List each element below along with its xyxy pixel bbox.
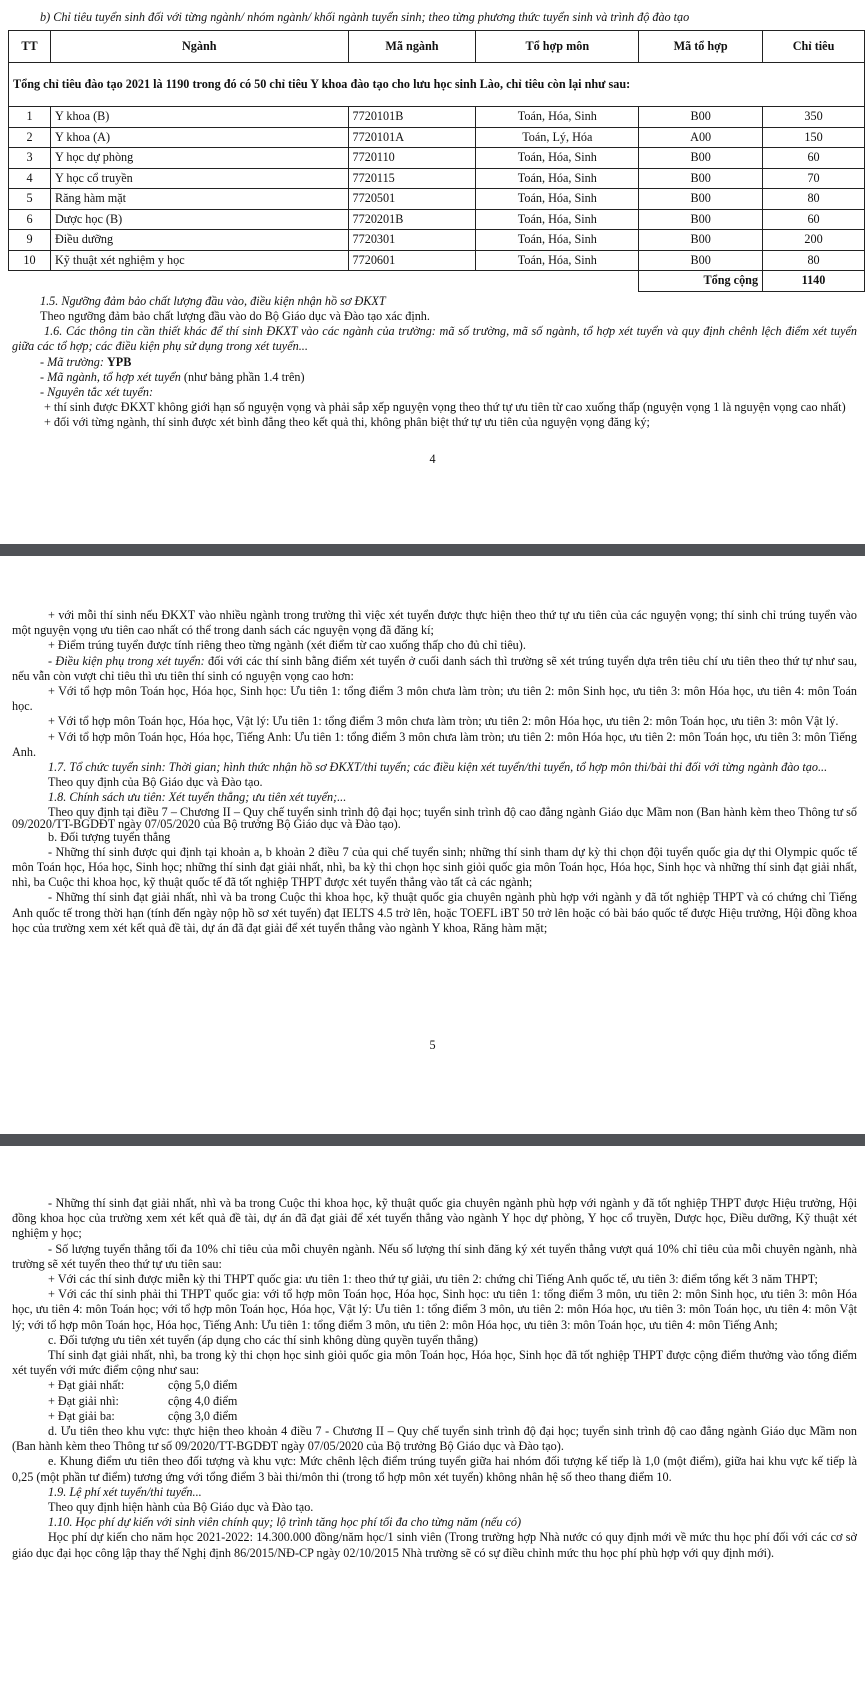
section-1-5-title: 1.5. Ngưỡng đảm bảo chất lượng đầu vào, điều kiện nhận hồ sơ ĐKXT: [40, 293, 386, 308]
section-c-title: c. Đối tượng ưu tiên xét tuyển (áp dụng cho các thí sinh không dùng quyền tuyển thẳng): [48, 1332, 478, 1347]
document-page-5: [0, 556, 865, 1134]
table-row: [9, 250, 865, 271]
prize-item: [12, 1378, 857, 1393]
table-row: [9, 209, 865, 230]
prize-value: cộng 3,0 điểm: [168, 1408, 238, 1423]
row-ma-nganh: 7720115: [348, 168, 476, 189]
row-tt: 10: [9, 250, 51, 271]
document-page-6: [0, 1146, 865, 1702]
section-1-10-title: 1.10. Học phí dự kiến với sinh viên chính quy; lộ trình tăng học phí tối đa cho từng năm (nếu có): [48, 1515, 522, 1530]
row-ma-to-hop: B00: [639, 209, 763, 230]
row-to-hop: Toán, Hóa, Sinh: [476, 230, 639, 251]
section-1-6-title: 1.6. Các thông tin cần thiết khác để thí sinh ĐKXT vào các ngành của trường: mã số trường, mã số ngành, tổ hợp xét tuyển và quy định chênh lệch điểm xét tuyển giữa các tổ hợp; các điều kiện phụ sử dụng trong xét tuyển...: [12, 324, 857, 354]
row-ma-to-hop: B00: [639, 148, 763, 169]
row-tt: 4: [9, 168, 51, 189]
page3-paragraph-3: + Với các thí sinh được miễn kỳ thi THPT quốc gia: ưu tiên 1: theo thứ tự giải, ưu tiên 2: chứng chỉ Tiếng Anh quốc tế, ưu tiên 3: điểm tổng kết 3 năm THPT;: [48, 1272, 818, 1287]
section-1-9-title: 1.9. Lệ phí xét tuyển/thi tuyển...: [48, 1484, 202, 1499]
section-d-text: d. Ưu tiên theo khu vực: thực hiện theo khoản 4 điều 7 - Chương II – Quy chế tuyển sinh trình độ đại học; tuyển sinh trình độ cao đẳng ngành Giáo dục Mầm non (Ban hành kèm theo Thông tư số 09/2020/TT-BGDĐT ngày 07/05/2020 của Bộ trưởng Bộ Giáo dục và Đào tạo).: [12, 1424, 857, 1454]
prize-value: cộng 5,0 điểm: [168, 1378, 238, 1393]
prize-label: + Đạt giải ba:: [48, 1408, 115, 1423]
col-header-nganh: Ngành: [50, 31, 348, 63]
section-1-8-title: 1.8. Chính sách ưu tiên: Xét tuyển thẳng; ưu tiên xét tuyển;...: [48, 790, 347, 805]
page-separator: [0, 1134, 865, 1146]
principle-2: + đối với từng ngành, thí sinh được xét bình đẳng theo kết quả thi, không phân biệt thứ tự ưu tiên của nguyện vọng đăng ký;: [44, 415, 650, 430]
row-ma-to-hop: B00: [639, 168, 763, 189]
page-number-5: 5: [429, 1038, 436, 1052]
row-ma-to-hop: B00: [639, 230, 763, 251]
page2-paragraph-6: + Với tổ hợp môn Toán học, Hóa học, Tiếng Anh: Ưu tiên 1: tổng điểm 3 môn chưa làm tròn; ưu tiên 2: môn Hóa học, ưu tiên 2: môn Toán học, ưu tiên 3: môn Tiếng Anh.: [12, 729, 857, 759]
row-to-hop: Toán, Hóa, Sinh: [476, 209, 639, 230]
section-1-8-text: Theo quy định tại điều 7 – Chương II – Quy chế tuyển sinh trình độ đại học; tuyển sinh trình độ cao đẳng ngành Giáo dục Mầm non (Ban hành kèm theo Thông tư số 09/2020/TT-BGDĐT ngày 07/05/2020 của Bộ trưởng Bộ Giáo dục và Đào tạo).: [12, 804, 857, 831]
prize-list: [12, 1378, 857, 1424]
row-to-hop: Toán, Hóa, Sinh: [476, 250, 639, 271]
page-separator: [0, 544, 865, 556]
section-1-7-title: 1.7. Tổ chức tuyển sinh: Thời gian; hình thức nhận hồ sơ ĐKXT/thi tuyển; các điều kiện xét tuyển/thi tuyển, tổ hợp môn thi/bài thi đối với từng ngành đào tạo...: [48, 760, 828, 775]
row-to-hop: Toán, Hóa, Sinh: [476, 189, 639, 210]
row-to-hop: Toán, Lý, Hóa: [476, 127, 639, 148]
row-nganh: Y khoa (A): [50, 127, 348, 148]
section-e-text: e. Khung điểm ưu tiên theo đối tượng và khu vực: Mức chênh lệch điểm trúng tuyển giữa hai nhóm đối tượng kế tiếp là 1,0 (một điểm), giữa hai khu vực kế tiếp là 0,25 (một phần tư điểm) tương ứng với tổng điểm 3 bài thi/môn thi (trong tổ hợp môn xét tuyển) không nhân hệ số theo thang điểm 10.: [12, 1454, 857, 1484]
row-tt: 5: [9, 189, 51, 210]
table-row: [9, 148, 865, 169]
principle-1: + thí sinh được ĐKXT không giới hạn số nguyện vọng và phải sắp xếp nguyện vọng theo thứ tự ưu tiên từ cao xuống thấp (nguyện vọng 1 là nguyện vọng cao nhất): [44, 400, 846, 415]
section-1-7-text: Theo quy định của Bộ Giáo dục và Đào tạo.: [48, 775, 263, 790]
col-header-chi-tieu: Chỉ tiêu: [763, 31, 865, 63]
row-ma-to-hop: B00: [639, 250, 763, 271]
col-header-tt: TT: [9, 31, 51, 63]
row-chi-tieu: 60: [763, 148, 865, 169]
table-body: [9, 63, 865, 292]
document-page-4: [0, 0, 865, 544]
school-code-label: - Mã trường:: [40, 354, 107, 369]
table-total-spacer: [9, 271, 639, 292]
page2-paragraph-2: + Điểm trúng tuyển được tính riêng theo từng ngành (xét điểm từ cao xuống thấp cho đủ chỉ tiêu).: [48, 638, 526, 653]
page2-paragraph-1: + với mỗi thí sinh nếu ĐKXT vào nhiều ngành trong trường thì việc xét tuyển được thực hiện theo thứ tự ưu tiên của các nguyện vọng; thí sinh chỉ trúng tuyển vào một nguyện vọng ưu tiên cao nhất có thể trong danh sách các nguyện vọng đã đăng kí;: [12, 608, 857, 638]
extra-condition-text: đối với các thí sinh bằng điểm xét tuyển ở cuối danh sách thì trường sẽ xét trúng tuyển dựa trên tiêu chí ưu tiên theo thứ tự như sau, nếu vẫn còn vượt chỉ tiêu thì ưu tiên thí sinh có nguyện vọng cao hơn:: [12, 653, 857, 683]
section-1-10-text: Học phí dự kiến cho năm học 2021-2022: 14.300.000 đồng/năm học/1 sinh viên (Trong trường hợp Nhà nước có quy định mới về mức thu học phí đối với các cơ sở giáo dục đại học công lập thay thế Nghị định 86/2015/NĐ-CP ngày 02/10/2015 Nhà trường sẽ có sự điều chỉnh mức thu học phí phù hợp với quy định mới).: [12, 1530, 857, 1560]
row-nganh: Y học cổ truyền: [50, 168, 348, 189]
row-nganh: Y khoa (B): [50, 107, 348, 128]
section-1-9-text: Theo quy định hiện hành của Bộ Giáo dục và Đào tạo.: [48, 1500, 314, 1515]
row-ma-nganh: 7720501: [348, 189, 476, 210]
row-chi-tieu: 80: [763, 250, 865, 271]
table-header-row: [9, 31, 865, 63]
table-row: [9, 127, 865, 148]
table-row: [9, 107, 865, 128]
page3-paragraph-2: - Số lượng tuyển thẳng tối đa 10% chỉ tiêu của mỗi chuyên ngành. Nếu số lượng thí sinh đăng ký xét tuyển thẳng vượt quá 10% chỉ tiêu của mỗi chuyên ngành, nhà trường sẽ xét tuyển theo thứ tự ưu tiên sau:: [12, 1241, 857, 1271]
row-tt: 3: [9, 148, 51, 169]
col-header-ma-to-hop: Mã tổ hợp: [639, 31, 763, 63]
row-chi-tieu: 70: [763, 168, 865, 189]
row-nganh: Dược học (B): [50, 209, 348, 230]
col-header-to-hop: Tổ hợp môn: [476, 31, 639, 63]
section-b-paragraph-1: - Những thí sinh được qui định tại khoản a, b khoản 2 điều 7 của qui chế tuyển sinh; những thí sinh tham dự kỳ thi chọn đội tuyển quốc gia dự thi Olympic quốc tế môn Toán học, Hóa học, Sinh học; những thí sinh đạt giải nhất, nhì, ba kỳ thi chọn học sinh giỏi quốc gia môn Toán học, Hóa học, Sinh học và những thí sinh đạt giải nhất, nhì, ba Cuộc thi khoa học, kỹ thuật quốc tế đã tốt nghiệp THPT được xét tuyển thẳng vào tất cả các ngành;: [12, 844, 857, 890]
principle-label: - Nguyên tắc xét tuyển:: [40, 384, 154, 399]
school-code: YPB: [106, 354, 132, 369]
row-nganh: Răng hàm mặt: [50, 189, 348, 210]
row-chi-tieu: 60: [763, 209, 865, 230]
row-ma-nganh: 7720101A: [348, 127, 476, 148]
table-total-row: [9, 271, 865, 292]
quota-heading: b) Chỉ tiêu tuyển sinh đối với từng ngành/ nhóm ngành/ khối ngành tuyển sinh; theo từng phương thức tuyển sinh và trình độ đào tạo: [40, 10, 690, 24]
prize-item: [12, 1394, 857, 1409]
page3-paragraph-1: - Những thí sinh đạt giải nhất, nhì và ba trong Cuộc thi khoa học, kỹ thuật quốc gia chuyên ngành phù hợp với ngành y đã tốt nghiệp THPT được Hiệu trưởng, Hội đồng khoa học của trường xem xét kết quả đề tài, dự án đã đạt giải để xét tuyển thẳng vào ngành Y học dự phòng, Y học cổ truyền, Dược học, Điều dưỡng, Kỹ thuật xét nghiệm y học;: [12, 1196, 857, 1241]
extra-condition-label: - Điều kiện phụ trong xét tuyển:: [48, 653, 205, 668]
major-code-label: - Mã ngành, tổ hợp xét tuyển: [40, 369, 181, 384]
row-tt: 6: [9, 209, 51, 230]
row-nganh: Điều dưỡng: [50, 230, 348, 251]
col-header-ma-nganh: Mã ngành: [348, 31, 476, 63]
section-c-text: Thí sinh đạt giải nhất, nhì, ba trong kỳ thi chọn học sinh giỏi quốc gia môn Toán học, Hóa học, Sinh học đã tốt nghiệp THPT được cộng điểm thưởng vào tổng điểm xét tuyển với mức điểm cộng như sau:: [12, 1348, 857, 1378]
total-label: Tổng cộng: [639, 271, 763, 292]
row-tt: 9: [9, 230, 51, 251]
row-ma-nganh: 7720301: [348, 230, 476, 251]
prize-label: + Đạt giải nhì:: [48, 1393, 119, 1408]
row-chi-tieu: 150: [763, 127, 865, 148]
row-ma-nganh: 7720601: [348, 250, 476, 271]
row-to-hop: Toán, Hóa, Sinh: [476, 148, 639, 169]
page3-paragraph-4: + Với các thí sinh phải thi THPT quốc gia: với tổ hợp môn Toán học, Hóa học, Sinh học: ưu tiên 1: tổng điểm 3 môn, ưu tiên 2: môn Sinh học, ưu tiên 3: môn Hóa học, ưu tiên 4: môn Toán học; với tổ hợp môn Toán học, Hóa học, Vật lý: Ưu tiên 1: tổng điểm 3 môn, ưu tiên 2: môn Hóa học, ưu tiên 3: môn Toán học, ưu tiên 4: môn Vật lý; với tổ hợp môn Toán học, Hóa học, Tiếng Anh: Ưu tiên 1: tổng điểm 3 môn, ưu tiên 2: môn Hóa học, ưu tiên 3: môn Toán học, ưu tiên 4: môn Tiếng Anh;: [12, 1287, 857, 1332]
row-to-hop: Toán, Hóa, Sinh: [476, 168, 639, 189]
prize-label: + Đạt giải nhất:: [48, 1378, 125, 1393]
prize-value: cộng 4,0 điểm: [168, 1393, 238, 1408]
row-chi-tieu: 80: [763, 189, 865, 210]
row-chi-tieu: 200: [763, 230, 865, 251]
page2-paragraph-4: + Với tổ hợp môn Toán học, Hóa học, Sinh học: Ưu tiên 1: tổng điểm 3 môn chưa làm tròn; ưu tiên 2: môn Sinh học, ưu tiên 3: môn Hóa học, ưu tiên 4: môn Toán học.: [12, 684, 857, 714]
table-summary-row: [9, 63, 865, 107]
quota-table: [8, 30, 865, 292]
section-1-5-text: Theo ngưỡng đảm bảo chất lượng đầu vào do Bộ Giáo dục và Đào tạo xác định.: [40, 308, 430, 323]
section-b-paragraph-2: - Những thí sinh đạt giải nhất, nhì và ba trong Cuộc thi khoa học, kỹ thuật quốc gia chuyên ngành phù hợp với ngành y đã tốt nghiệp THPT và có chứng chỉ Tiếng Anh quốc tế trong thời hạn (tính đến ngày nộp hồ sơ xét tuyển) đạt IELTS 4.5 trở lên, hoặc TOEFL iBT 50 trở lên hoặc có bài báo quốc tế được Hiệu trưởng, Hội đồng khoa học của trường xem xét kết quả đề tài, dự án đã đạt giải để xét tuyển thẳng vào ngành Y khoa, Răng hàm mặt;: [12, 890, 857, 935]
row-tt: 2: [9, 127, 51, 148]
row-nganh: Y học dự phòng: [50, 148, 348, 169]
table-row: [9, 189, 865, 210]
row-to-hop: Toán, Hóa, Sinh: [476, 107, 639, 128]
section-b-title: b. Đối tượng tuyển thẳng: [48, 829, 171, 844]
total-value: 1140: [763, 271, 865, 292]
row-ma-nganh: 7720101B: [348, 107, 476, 128]
row-nganh: Kỹ thuật xét nghiệm y học: [50, 250, 348, 271]
table-row: [9, 168, 865, 189]
row-tt: 1: [9, 107, 51, 128]
row-ma-to-hop: A00: [639, 127, 763, 148]
row-ma-nganh: 7720110: [348, 148, 476, 169]
prize-item: [12, 1409, 857, 1424]
row-ma-to-hop: B00: [639, 107, 763, 128]
row-chi-tieu: 350: [763, 107, 865, 128]
major-code-text: (như bảng phần 1.4 trên): [180, 369, 305, 384]
page-number-4: 4: [429, 452, 436, 466]
table-summary-cell: Tổng chỉ tiêu đào tạo 2021 là 1190 trong đó có 50 chỉ tiêu Y khoa đào tạo cho lưu học sinh Lào, chỉ tiêu còn lại như sau:: [9, 63, 865, 107]
page2-paragraph-5: + Với tổ hợp môn Toán học, Hóa học, Vật lý: Ưu tiên 1: tổng điểm 3 môn chưa làm tròn; ưu tiên 2: môn Hóa học, ưu tiên 2: môn Toán học, ưu tiên 3: môn Vật lý.: [48, 714, 839, 729]
row-ma-to-hop: B00: [639, 189, 763, 210]
table-row: [9, 230, 865, 251]
row-ma-nganh: 7720201B: [348, 209, 476, 230]
